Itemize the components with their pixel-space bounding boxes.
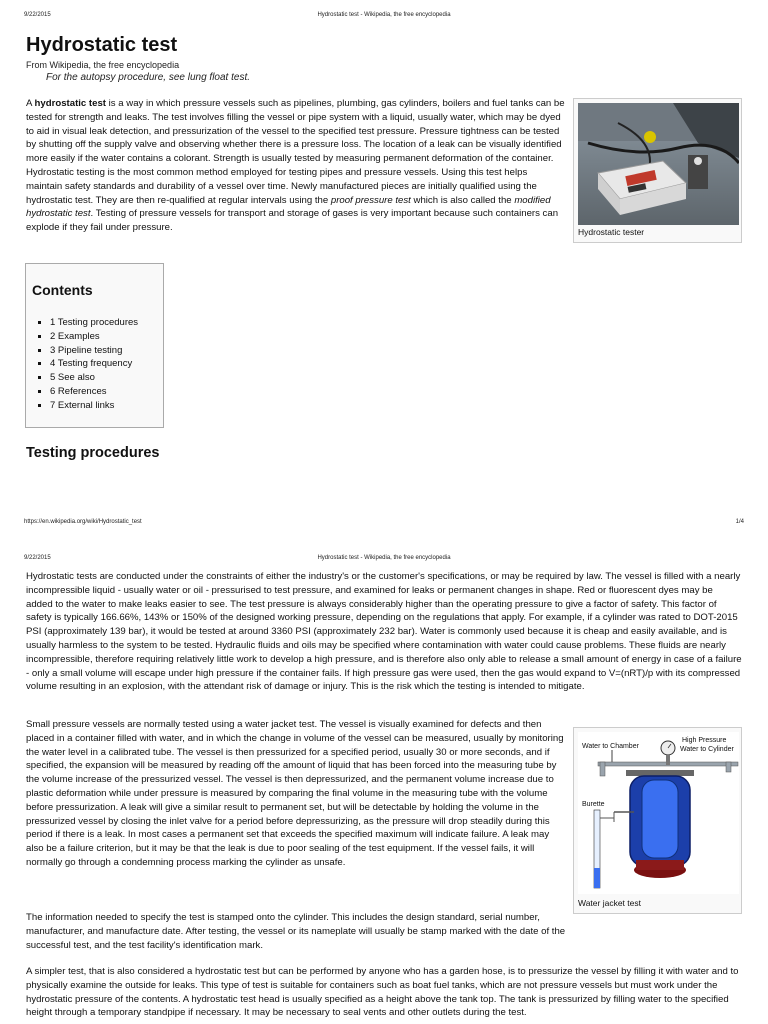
hatnote-text: For the autopsy procedure, see lung float test. <box>46 72 251 83</box>
paragraph-test-conditions: Hydrostatic tests are conducted under the constraints of either the industry's or the customer's specifications, or may be required by law. The vessel is filled with a nearly incompressible liquid - usually water or oil - pressurised to test pressure, and examined for leaks or permanent changes in shape. Red or fluorescent dyes may be added to the water to make leaks easier to see. The test pressure is always considerably higher than the operating pressure to give a factor of safety. This factor of safety is typically 166.66%, 143% or 150% of the designed working pressure, depending on the regulations that apply. For example, if a cylinder was rated to DOT-2015 PSI (approximately 139 bar), it would be tested at around 3360 PSI (approximately 232 bar). Water is commonly used because it is cheap and easily available, and is usually harmless to the system to be tested. Hydraulic fluids and oils may be specified where contamination with water could cause problems. These fluids are nearly incompressible, therefore requiring relatively little work to develop a high pressure, and is therefore also only able to release a small amount of energy in case of a failure - only a small volume will escape under high pressure if the container fails. If high pressure gas were used, then the gas would expand to V=(nRT)/p with its compressed volume resulting in an explosion, with the attendant risk of damage or injury. This is the risk which the testing is intended to mitigate. <box>26 571 742 693</box>
toc-item-references[interactable]: ▪ 6 References <box>50 385 138 399</box>
modified-hydrostatic-test-text: modified hydrostatic test <box>26 194 551 220</box>
header-date: 9/22/2015 <box>24 12 51 18</box>
label-high-pressure: High Pressure <box>682 737 727 744</box>
toc-item-pipeline-testing[interactable]: ▪ 3 Pipeline testing <box>50 344 138 358</box>
header-title: Hydrostatic test - Wikipedia, the free encyclopedia <box>317 12 451 18</box>
paragraph-stamp-information: The information needed to specify the test is stamped onto the cylinder. This includes the design standard, serial number, manufacturer, and manufacture date. After testing, the vessel or its nameplate will usually be stamp marked with the date of the successful test, and the test facility's identification mark. <box>26 912 566 951</box>
intro-text-b: is a way in which pressure vessels such as pipelines, plumbing, gas cylinders, boilers and fuel tanks can be tested for strength and leaks. The test involves filling the vessel or pipe system with a liquid, usually water, which may be dyed to aid in visual leak detection, and pressurization of the vessel to the specified test pressure. Pressure tightness can be tested by shutting off the supply valve and observing whether there is a pressure loss. The location of a leak can be visually identified more easily if the water contains a colorant. Strength is usually tested by measuring permanent deformation of the container. Hydrostatic testing is the most common method employed for testing pipes and pressure vessels. Using this test helps maintain safety standards and durability of a vessel over time. Newly manufactured pieces are initially qualified using the hydrostatic test. They are then re-qualified at regular intervals using the <box>26 98 565 206</box>
hydrostatic-tester-image[interactable] <box>578 103 739 225</box>
toc-item-testing-procedures[interactable]: ▪ 1 Testing procedures <box>50 316 138 330</box>
hydrostatic-tester-thumbnail <box>573 98 742 243</box>
image-caption: Water jacket test <box>578 898 641 908</box>
table-of-contents <box>25 263 164 428</box>
header-date: 9/22/2015 <box>24 555 51 561</box>
label-water-to-cylinder: Water to Cylinder <box>680 746 734 753</box>
label-water-to-chamber: Water to Chamber <box>582 743 639 750</box>
toc-item-see-also[interactable]: ▪ 5 See also <box>50 371 138 385</box>
intro-bold: hydrostatic test <box>34 98 106 109</box>
header-title: Hydrostatic test - Wikipedia, the free encyclopedia <box>317 555 451 561</box>
intro-text-d: . Testing of pressure vessels for transport and storage of gases is very important because such containers can explode if they fail under pressure. <box>26 208 559 234</box>
page2-header <box>0 555 768 565</box>
toc-item-external-links[interactable]: ▪ 7 External links <box>50 399 138 413</box>
label-burette: Burette <box>582 801 605 808</box>
water-jacket-diagram[interactable] <box>578 732 739 894</box>
paragraph-simpler-test: A simpler test, that is also considered a hydrostatic test but can be performed by anyone who has a garden hose, is to pressurize the vessel by filling it with water and to physically examine the outside for leaks. This type of test is suitable for containers such as boat fuel tanks, which are not pressure vessels but must work under the hydrostatic pressure of the contents. A hydrostatic test head is usually specified as a height above the tank top. The tank is pressurized by filling water to the specified height through a temporary standpipe if necessary. It may be necessary to seal vents and other outlets during the test. <box>26 966 739 1019</box>
water-jacket-thumbnail <box>573 727 742 914</box>
image-caption: Hydrostatic tester <box>578 227 645 237</box>
toc-list <box>36 316 138 413</box>
paragraph-water-jacket: Small pressure vessels are normally tested using a water jacket test. The vessel is visually examined for defects and then placed in a container filled with water, and in which the change in volume of the vessel can be measured, usually by monitoring the water level in a calibrated tube. The vessel is then pressurized for a specified period, usually 30 or more seconds, and if specified, the expansion will be measured by reading off the amount of liquid that has been forced into the measuring tube by the volume increase of the pressurized vessel. The vessel is then depressurized, and the permanent volume increase due to plastic deformation while under pressure is measured by comparing the final volume in the measuring tube with the volume before pressurization. A leak will give a similar result to permanent set, but will be detectable by holding the volume in the pressurized vessel by closing the inlet valve for a period before depressurizing, as the pressure will drop steadily during this period if there is a leak. In most cases a permanent set that exceeds the specified maximum will indicate failure. A leak may also be a failure criterion, but it may be that the leak is due to poor sealing of the test equipment. If the vessel fails, it will normally go through a condemning process marking the cylinder as unsafe. <box>26 719 564 868</box>
from-wikipedia: From Wikipedia, the free encyclopedia <box>26 60 180 70</box>
proof-pressure-test-link[interactable]: proof pressure test <box>330 194 411 206</box>
intro-text-a: A <box>26 98 35 109</box>
intro-text-c: which is also called the <box>410 194 515 206</box>
page-title: Hydrostatic test <box>26 34 178 56</box>
page1-footer <box>0 519 768 529</box>
section-heading-testing-procedures: Testing procedures <box>26 445 160 461</box>
page1-header <box>0 12 768 22</box>
intro-paragraph <box>26 97 566 235</box>
hatnote <box>46 72 250 83</box>
toc-item-testing-frequency[interactable]: ▪ 4 Testing frequency <box>50 357 138 371</box>
toc-item-examples[interactable]: ▪ 2 Examples <box>50 330 138 344</box>
toc-title: Contents <box>32 282 93 298</box>
footer-page-number: 1/4 <box>735 519 744 525</box>
footer-url: https://en.wikipedia.org/wiki/Hydrostatic_test <box>24 519 142 525</box>
